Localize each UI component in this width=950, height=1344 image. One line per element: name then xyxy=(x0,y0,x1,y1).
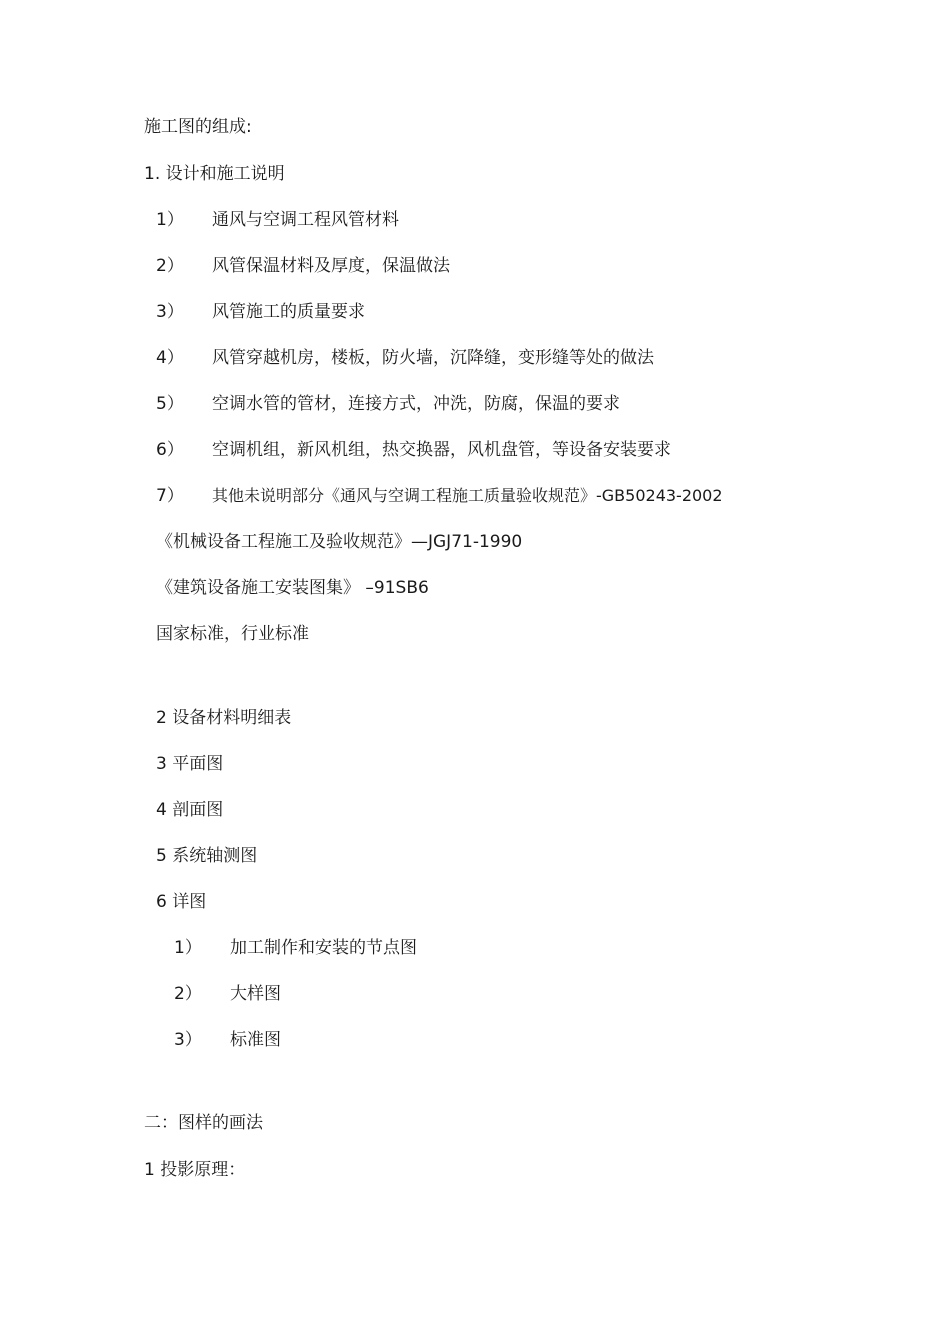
reference-line: 《建筑设备施工安装图集》 –91SB6 xyxy=(156,578,429,598)
list-item: 空调水管的管材，连接方式，冲洗，防腐，保温的要求 xyxy=(212,394,620,414)
section-1-title: 1. 设计和施工说明 xyxy=(144,164,285,184)
list-item-number: 1） xyxy=(156,210,184,230)
section-title: 6 详图 xyxy=(156,892,207,912)
list-item: 加工制作和安装的节点图 xyxy=(230,938,417,958)
list-item: 风管施工的质量要求 xyxy=(212,302,365,322)
list-item-number: 5） xyxy=(156,394,184,414)
list-item: 通风与空调工程风管材料 xyxy=(212,210,399,230)
list-item-number: 6） xyxy=(156,440,184,460)
list-item: 大样图 xyxy=(230,984,281,1004)
part-2-title: 二：图样的画法 xyxy=(144,1113,263,1133)
list-item: 其他未说明部分《通风与空调工程施工质量验收规范》-GB50243-2002 xyxy=(212,486,723,505)
list-item: 空调机组，新风机组，热交换器，风机盘管，等设备安装要求 xyxy=(212,440,671,460)
section-title: 5 系统轴测图 xyxy=(156,846,258,866)
list-item-number: 2） xyxy=(156,256,184,276)
list-item-number: 7） xyxy=(156,486,184,506)
section-title: 2 设备材料明细表 xyxy=(156,708,292,728)
list-item: 风管保温材料及厚度，保温做法 xyxy=(212,256,450,276)
list-item-number: 4） xyxy=(156,348,184,368)
part-2-subtitle: 1 投影原理： xyxy=(144,1160,246,1180)
reference-line: 国家标准，行业标准 xyxy=(156,624,309,644)
reference-line: 《机械设备工程施工及验收规范》—JGJ71-1990 xyxy=(156,532,523,552)
list-item-number: 2） xyxy=(174,984,202,1004)
list-item: 风管穿越机房，楼板，防火墙，沉降缝，变形缝等处的做法 xyxy=(212,348,654,368)
list-item-number: 1） xyxy=(174,938,202,958)
list-item: 标准图 xyxy=(230,1030,281,1050)
list-item-number: 3） xyxy=(156,302,184,322)
document-heading: 施工图的组成: xyxy=(144,117,252,137)
section-title: 4 剖面图 xyxy=(156,800,224,820)
section-title: 3 平面图 xyxy=(156,754,224,774)
list-item-number: 3） xyxy=(174,1030,202,1050)
